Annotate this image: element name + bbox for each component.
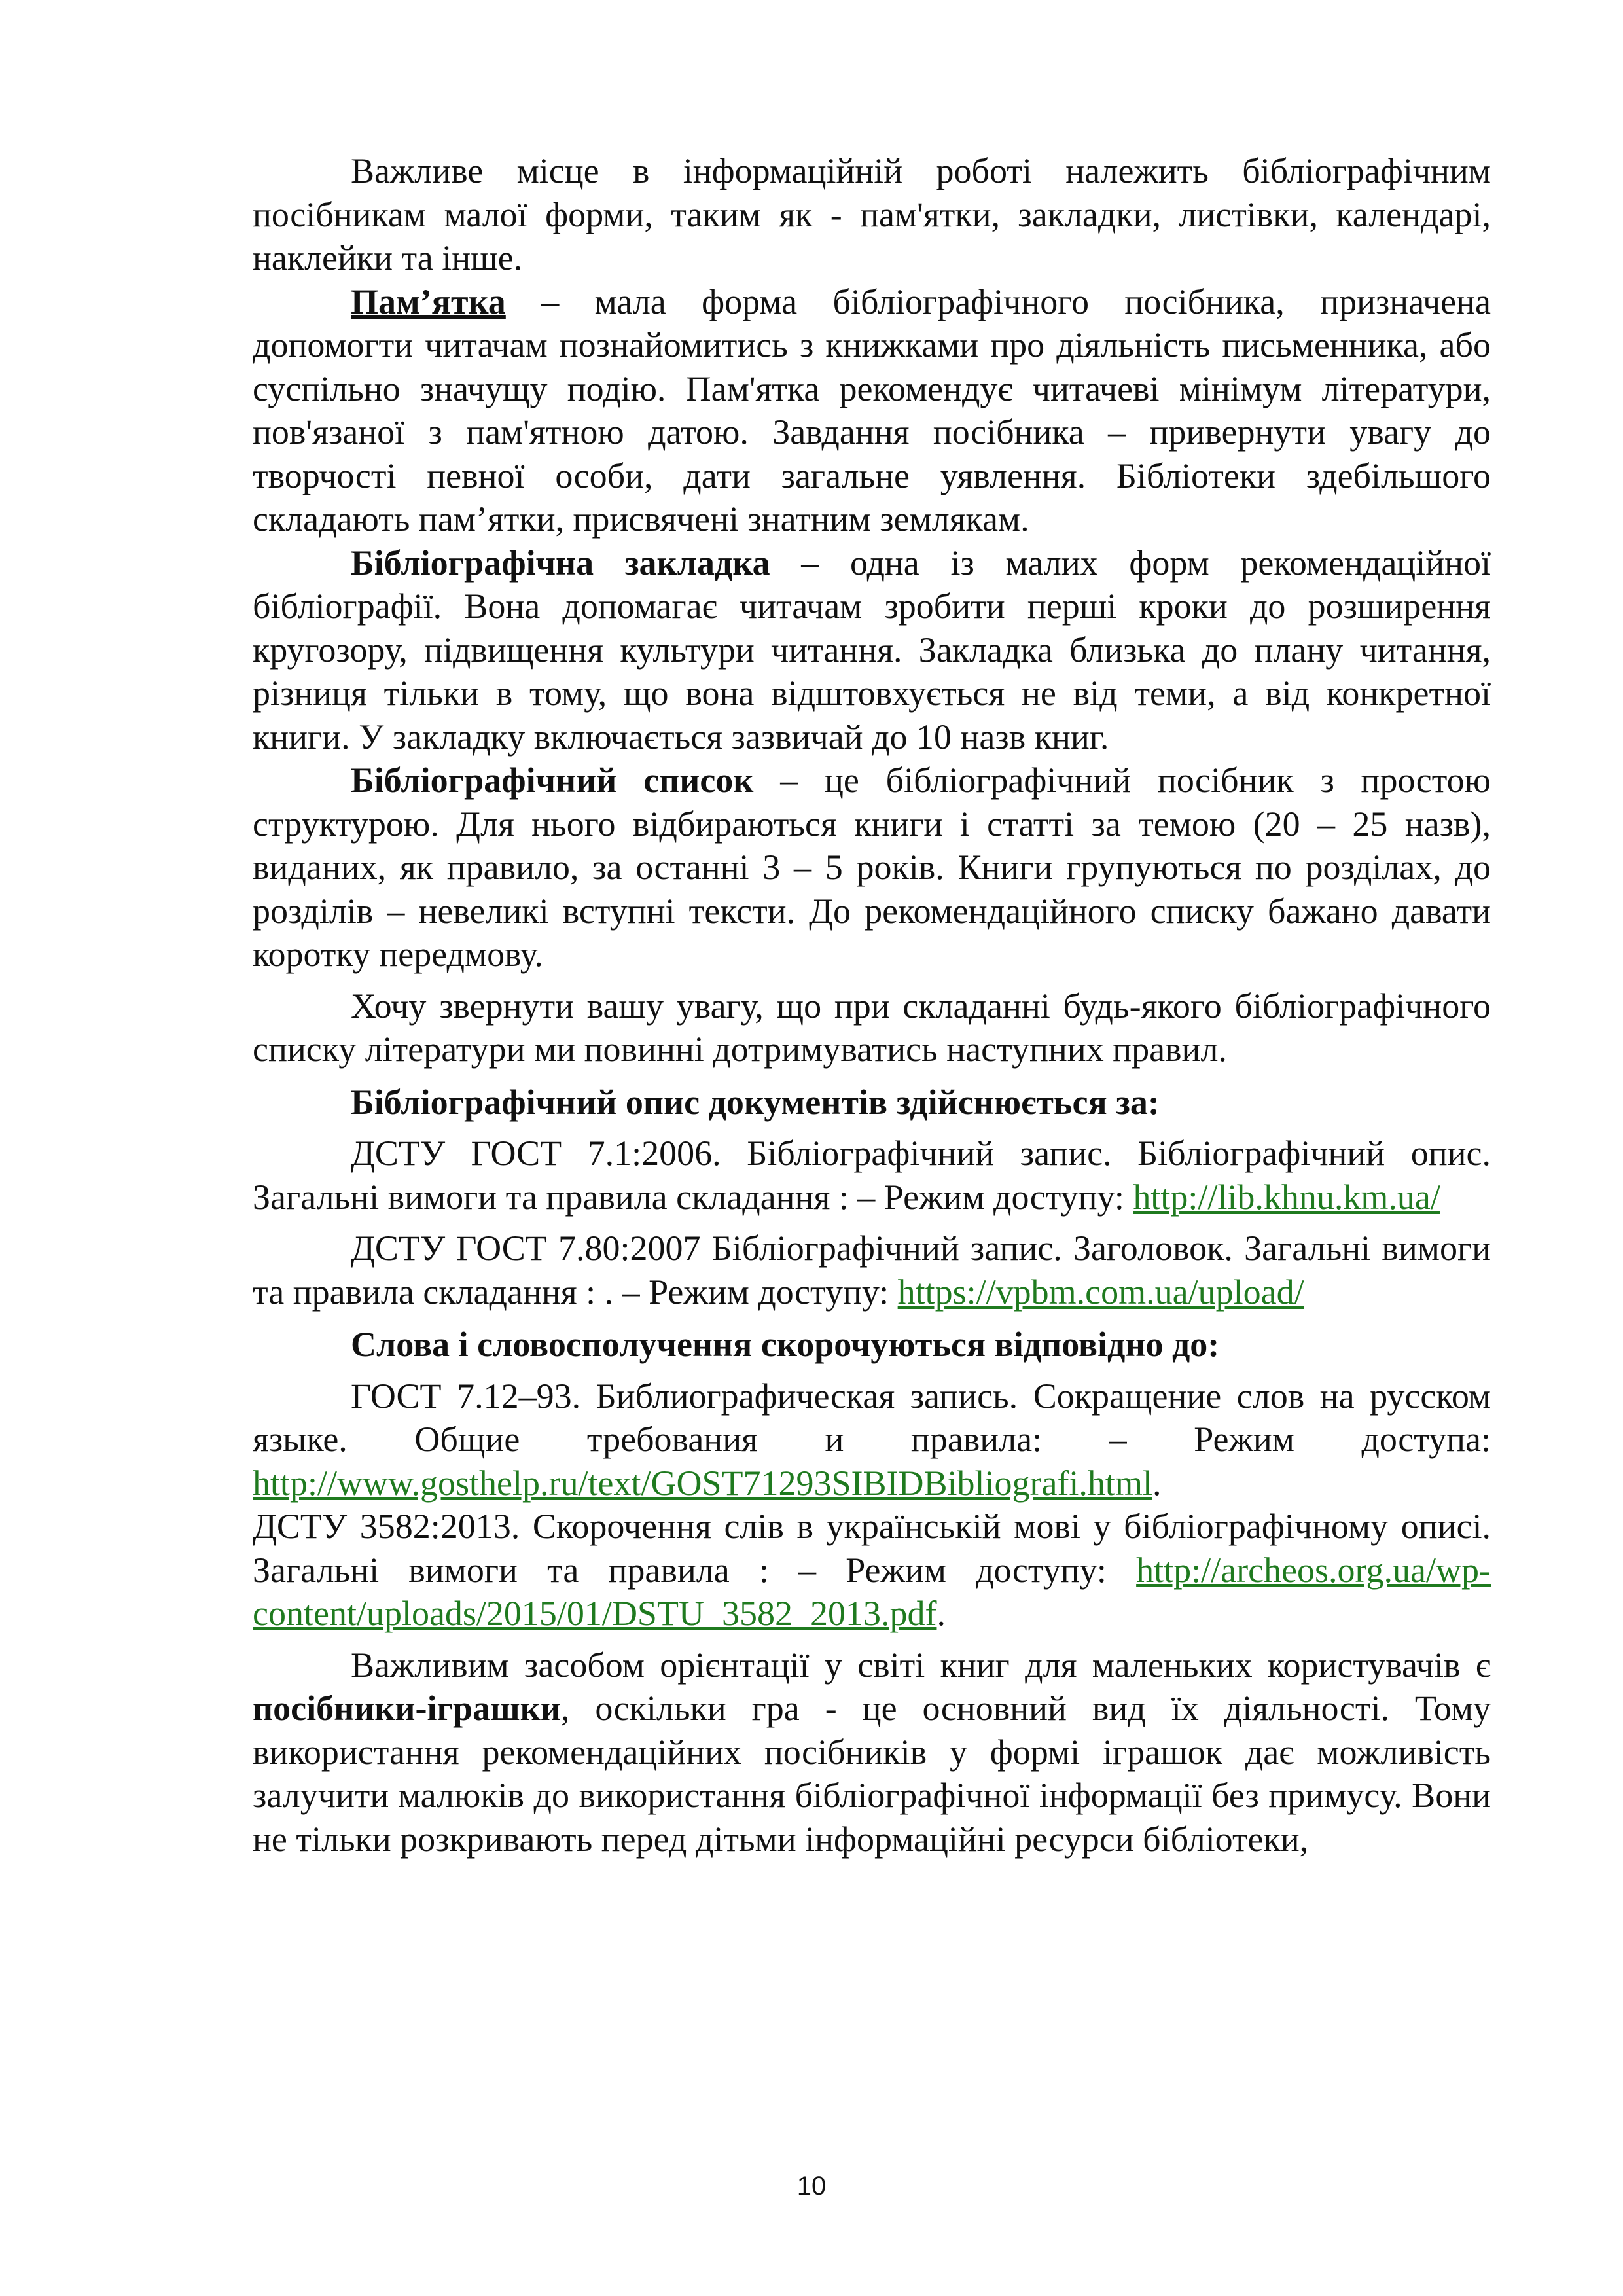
term-spysok: Бібліографічний список <box>351 761 754 800</box>
term-pamyatka: Пам’ятка <box>351 281 506 321</box>
paragraph-rules: Хочу звернути вашу увагу, що при складанні будь-якого бібліографічного списку літератури ми повинні дотримуватись наступних правил. <box>253 986 1491 1069</box>
link-archeos[interactable]: http://archeos.org.ua/wp-content/uploads/2015/01/DSTU_3582_2013.pdf <box>253 1550 1491 1633</box>
term-posibnyky-igrashky: посібники-іграшки <box>253 1689 561 1728</box>
reference-gost-7-12 <box>253 1374 1491 1505</box>
paragraph-pamyatka <box>253 280 1491 541</box>
reference-dstu-3582 <box>253 1505 1491 1636</box>
paragraph-pamyatka-text: – мала форма бібліографічного посібника, призначена допомогти читачам познайомитись з книжками про діяльність письменника, або суспільно значущу подію. Пам'ятка рекомендує читачеві мінімум літератури, пов'язаної з пам'ятною датою. Завдання посібника – привернути увагу до творчості певної особи, дати загальне уявлення. Бібліотеки здебільшого складають пам’ятки, присвячені знатним землякам. <box>253 281 1491 539</box>
term-zakladka: Бібліографічна закладка <box>351 543 770 583</box>
reference-gost-7-12-text: ГОСТ 7.12–93. Библиографическая запись. Сокращение слов на русском языке. Общие требования и правила: – Режим доступа: <box>253 1376 1491 1459</box>
document-page <box>253 149 1491 1861</box>
link-lib-khnu[interactable]: http://lib.khnu.km.ua/ <box>1133 1177 1440 1217</box>
paragraph-spysok-text: – це бібліографічний посібник з простою структурою. Для нього відбираються книги і статті за темою (20 – 25 назв), виданих, як правило, за останні 3 – 5 років. Книги групуються по розділах, до розділів – невеликі вступні тексти. До рекомендаційного списку бажано давати коротку передмову. <box>253 761 1491 974</box>
reference-dstu-7-1 <box>253 1132 1491 1219</box>
paragraph-intro: Важливе місце в інформаційній роботі належить бібліографічним посібникам малої форми, таким як - пам'ятки, закладки, листівки, календарі, наклейки та інше. <box>253 151 1491 278</box>
reference-dstu-3582-end: . <box>936 1594 946 1633</box>
paragraph-igrashky-after: , оскільки гра - це основний вид їх діяльності. Тому використання рекомендаційних посібників у формі іграшок дає можливість залучити малюків до використання бібліографічної інформації без примусу. Вони не тільки розкривають перед дітьми інформаційні ресурси бібліотеки, <box>253 1689 1491 1859</box>
reference-dstu-7-80-text: ДСТУ ГОСТ 7.80:2007 Бібліографічний запис. Заголовок. Загальні вимоги та правила складання : . – Режим доступу: <box>253 1229 1491 1312</box>
paragraph-igrashky <box>253 1643 1491 1861</box>
page-number: 10 <box>796 2172 827 2200</box>
reference-dstu-7-1-text: ДСТУ ГОСТ 7.1:2006. Бібліографічний запис. Бібліографічний опис. Загальні вимоги та правила складання : – Режим доступу: <box>253 1134 1491 1217</box>
paragraph-spysok <box>253 759 1491 977</box>
heading-opys: Бібліографічний опис документів здійснюється за: <box>351 1082 1160 1122</box>
paragraph-zakladka-text: – одна із малих форм рекомендаційної бібліографії. Вона допомагає читачам зробити перші кроки до розширення кругозору, підвищення культури читання. Закладка близька до плану читання, різниця тільки в тому, що вона відштовхується не від теми, а від конкретної книги. У закладку включається зазвичай до 10 назв книг. <box>253 543 1491 757</box>
reference-gost-7-12-end: . <box>1152 1463 1162 1503</box>
paragraph-igrashky-before: Важливим засобом орієнтації у світі книг для маленьких користувачів є <box>351 1645 1491 1685</box>
link-gosthelp[interactable]: http://www.gosthelp.ru/text/GOST71293SIBIDBibliografi.html <box>253 1463 1152 1503</box>
heading-skorochennya: Слова і словосполучення скорочуються відповідно до: <box>351 1325 1220 1364</box>
link-vpbm[interactable]: https://vpbm.com.ua/upload/ <box>897 1272 1304 1312</box>
reference-dstu-3582-text: ДСТУ 3582:2013. Скорочення слів в українській мові у бібліографічному описі. Загальні вимоги та правила : – Режим доступу: <box>253 1507 1491 1590</box>
reference-dstu-7-80 <box>253 1227 1491 1314</box>
paragraph-zakladka <box>253 541 1491 759</box>
